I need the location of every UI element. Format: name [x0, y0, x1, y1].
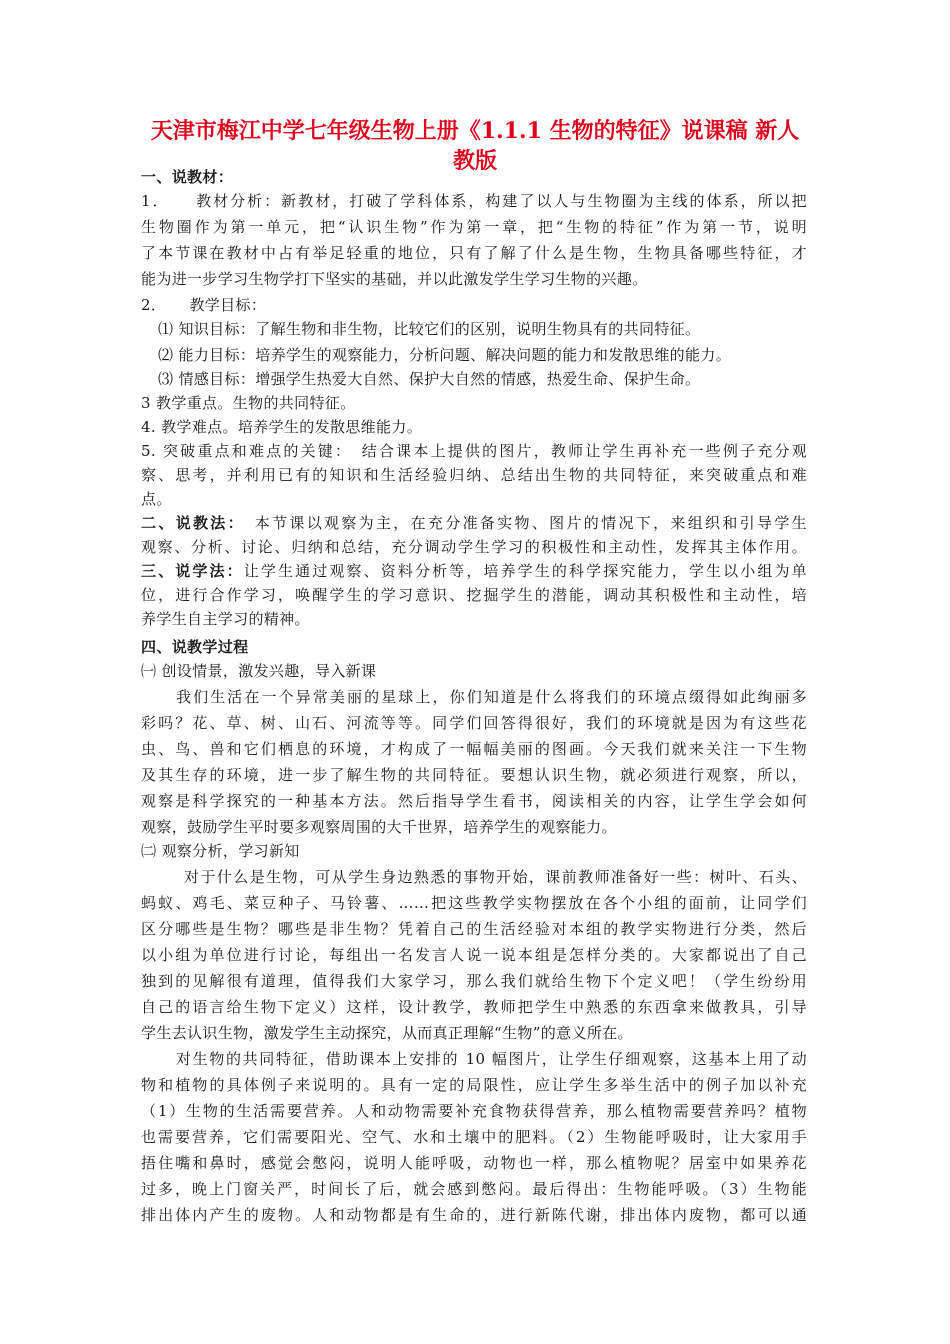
line-text: 过多，晚上门窗关严，时间长了后，就会感到憋闷。最后得出：生物能呼吸。（3）生物能 — [141, 1180, 807, 1198]
text-line — [141, 1178, 807, 1199]
line-text: 观察，鼓励学生平时要多观察周围的大千世界，培养学生的观察能力。 — [141, 818, 617, 836]
text-line — [141, 970, 807, 991]
line-text: 本节课以观察为主，在充分准备实物、图片的情况下，来组织和引导学生 — [237, 514, 807, 532]
line-text: 4. 教学难点。培养学生的发散思维能力。 — [141, 418, 423, 436]
line-text: 及其生存的环境，进一步了解生物的共同特征。要想认识生物，就必须进行观察，所以， — [141, 766, 807, 784]
text-line — [158, 318, 700, 339]
text-line — [141, 464, 807, 485]
text-line — [141, 488, 172, 509]
line-text: 物和植物的具体例子来说明的。具有一定的局限性，应让学生多举生活中的例子加以补充 — [141, 1076, 807, 1094]
text-line — [141, 584, 807, 605]
text-line — [141, 996, 807, 1017]
line-text: 彩吗？花、草、树、山石、河流等等。同学们回答得很好，我们的环境就是因为有这些花 — [141, 714, 807, 732]
line-text: 蚂蚁、鸡毛、菜豆种子、马铃薯、……把这些教学实物摆放在各个小组的面前，让同学们 — [141, 894, 807, 912]
line-text: 区分哪些是生物？哪些是非生物？凭着自己的生活经验对本组的教学实物进行分类，然后 — [141, 920, 807, 938]
line-text: ㈠ 创设情景，激发兴趣，导入新课 — [141, 662, 377, 680]
text-line — [158, 344, 731, 365]
line-text: 让学生通过观察、资料分析等，培养学生的科学探究能力，学生以小组为单 — [243, 562, 807, 580]
section-heading: 三、说学法： — [141, 562, 244, 580]
line-text: ㈡ 观察分析，学习新知 — [141, 842, 300, 860]
line-text: 察、思考，并利用已有的知识和生活经验归纳、总结出生物的共同特征，来突破重点和难 — [141, 466, 807, 484]
text-line — [141, 392, 356, 413]
text-line — [158, 368, 700, 389]
line-text: 捂住嘴和鼻时，感觉会憋闷，说明人能呼吸，动物也一样，那么植物呢？居室中如果养花 — [141, 1154, 807, 1172]
text-line — [176, 1048, 807, 1069]
line-text: 点。 — [141, 490, 172, 508]
text-line — [141, 712, 807, 733]
text-line — [141, 660, 376, 681]
document-title — [130, 116, 820, 176]
text-line — [141, 636, 248, 657]
text-line — [141, 1022, 633, 1043]
line-text: 自己的语言给生物下定义）这样，设计教学，教师把学生中熟悉的东西拿来做教具，引导 — [141, 998, 807, 1016]
line-text: ⑶ 情感目标：增强学生热爱大自然、保护大自然的情感，热爱生命、保护生命。 — [158, 370, 701, 388]
text-line — [141, 738, 807, 759]
line-text: 能为进一步学习生物学打下坚实的基础，并以此激发学生学习生物的兴趣。 — [141, 270, 648, 288]
line-text: 养学生自主学习的精神。 — [141, 610, 310, 628]
line-text: （1）生物的生活需要营养。人和动物需要补充食物获得营养，那么植物需要营养吗？植物 — [141, 1102, 807, 1120]
text-line — [141, 268, 648, 289]
text-line — [141, 816, 617, 837]
line-text: 对于什么是生物，可从学生身边熟悉的事物开始，课前教师准备好一些：树叶、石头、 — [184, 868, 807, 886]
text-line — [141, 1100, 807, 1121]
line-text: 1． 教材分析：新教材，打破了学科体系，构建了以人与生物圈为主线的体系，所以把 — [141, 192, 807, 210]
text-line — [141, 944, 807, 965]
text-line — [141, 166, 233, 187]
line-text: 对生物的共同特征，借助课本上安排的 10 幅图片，让学生仔细观察，这基本上用了动 — [176, 1050, 807, 1068]
line-text: 位，进行合作学习，唤醒学生的学习意识、挖掘学生的潜能，调动其积极性和主动性，培 — [141, 586, 807, 604]
text-line — [141, 918, 807, 939]
line-text: 观察、分析、讨论、归纳和总结，充分调动学生学习的积极性和主动性，发挥其主体作用。 — [141, 538, 807, 556]
text-line — [141, 1126, 807, 1147]
line-text: 也需要营养，它们需要阳光、空气、水和土壤中的肥料。（2）生物能呼吸时，让大家用手 — [141, 1128, 807, 1146]
text-line — [141, 440, 807, 461]
line-text: 以小组为单位进行讨论，每组出一名发言人说一说本组是怎样分类的。大家都说出了自己 — [141, 946, 807, 964]
text-line — [141, 242, 807, 263]
line-text: ⑴ 知识目标：了解生物和非生物，比较它们的区别，说明生物具有的共同特征。 — [158, 320, 701, 338]
text-line — [141, 840, 300, 861]
line-text: 观察是科学探究的一种基本方法。然后指导学生看书，阅读相关的内容，让学生学会如何 — [141, 792, 807, 810]
title-line-1: 天津市梅江中学七年级生物上册《1.1.1 生物的特征》说课稿 新人 — [150, 118, 800, 144]
text-line — [141, 512, 807, 533]
text-line — [141, 536, 807, 557]
text-line — [141, 892, 807, 913]
text-line — [141, 790, 807, 811]
text-line — [141, 216, 807, 237]
section-heading: 二、说教法： — [141, 514, 238, 532]
line-text: 2． 教学目标： — [141, 296, 267, 314]
text-line — [141, 560, 807, 581]
text-line — [176, 686, 807, 707]
text-line — [141, 764, 807, 785]
text-line — [141, 1152, 807, 1173]
line-text: 3 教学重点。生物的共同特征。 — [141, 394, 356, 412]
text-line — [141, 1204, 807, 1225]
line-text: 排出体内产生的废物。人和动物都是有生命的，进行新陈代谢，排出体内废物，都可以通 — [141, 1206, 807, 1224]
line-text: 5. 突破重点和难点的关键： 结合课本上提供的图片，教师让学生再补充一些例子充分观 — [141, 442, 807, 460]
title-line-2: 教版 — [452, 148, 497, 174]
line-text: 学生去认识生物，激发学生主动探究，从而真正理解“生物”的意义所在。 — [141, 1024, 633, 1042]
text-line — [141, 190, 807, 211]
text-line — [141, 416, 422, 437]
line-text: 我们生活在一个异常美丽的星球上，你们知道是什么将我们的环境点缀得如此绚丽多 — [176, 688, 807, 706]
text-line — [141, 294, 266, 315]
text-line — [141, 1074, 807, 1095]
line-text: 虫、鸟、兽和它们栖息的环境，才构成了一幅幅美丽的图画。今天我们就来关注一下生物 — [141, 740, 807, 758]
line-text: 独到的见解很有道理，值得我们大家学习，那么我们就给生物下个定义吧！（学生纷纷用 — [141, 972, 807, 990]
section-heading: 一、说教材： — [141, 168, 234, 186]
text-line — [184, 866, 807, 887]
section-heading: 四、说教学过程 — [141, 638, 249, 656]
line-text: ⑵ 能力目标：培养学生的观察能力，分析问题、解决问题的能力和发散思维的能力。 — [158, 346, 732, 364]
text-line — [141, 608, 310, 629]
line-text: 生物圈作为第一单元，把“认识生物”作为第一章，把“生物的特征”作为第一节，说明 — [141, 218, 807, 236]
line-text: 了本节课在教材中占有举足轻重的地位，只有了解了什么是生物，生物具备哪些特征，才 — [141, 244, 807, 262]
